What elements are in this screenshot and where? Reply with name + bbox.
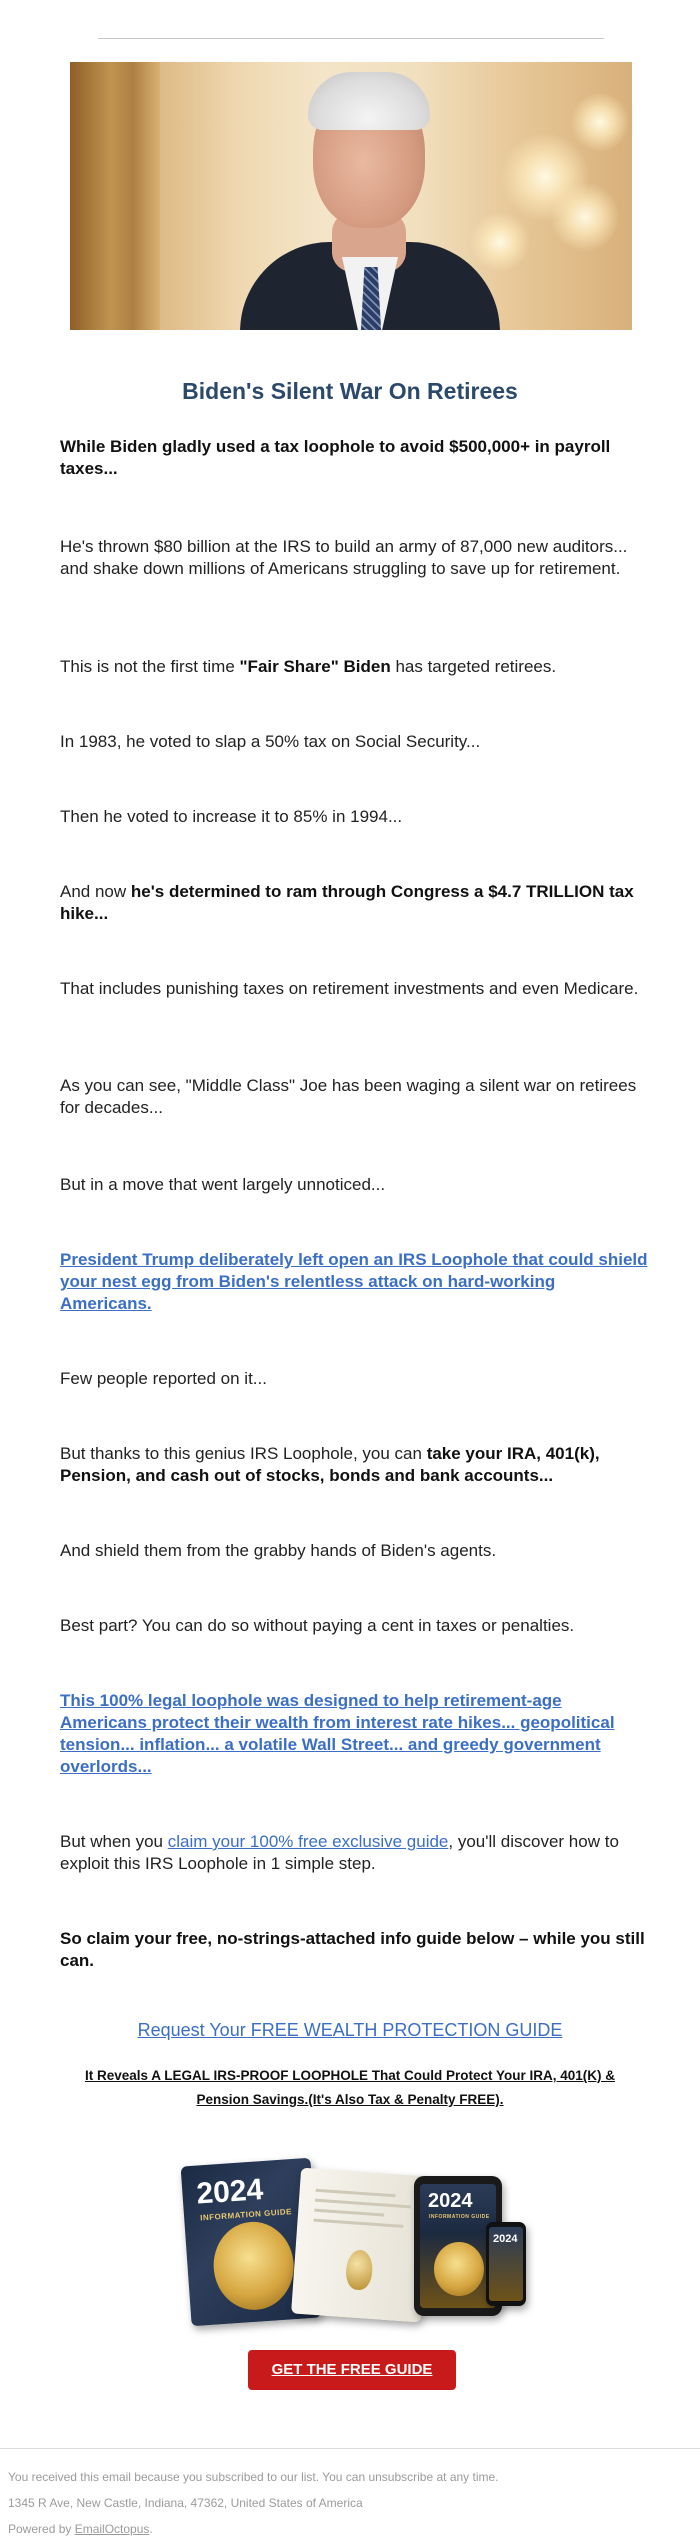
paragraph-9: But in a move that went largely unnoticed... <box>60 1175 386 1194</box>
tablet-tag-label: INFORMATION GUIDE <box>429 2214 490 2220</box>
emailoctopus-link[interactable]: EmailOctopus <box>74 2522 150 2536</box>
paragraph-16 <box>60 1831 650 1875</box>
top-divider <box>98 38 604 39</box>
text-line <box>315 2199 411 2209</box>
paragraph-12-part-a: But thanks to this genius IRS Loophole, you can <box>60 1444 427 1463</box>
curtain-decoration <box>70 62 160 330</box>
paragraph-2: He's thrown $80 billion at the IRS to build an army of 87,000 new auditors... and shake down millions of Americans struggling to save up for retirement. <box>60 537 628 578</box>
tablet-year-label: 2024 <box>428 2190 473 2212</box>
legal-loophole-link[interactable]: This 100% legal loophole was designed to help retirement-age Americans protect their wealth from interest rate hikes... geopolitical tension... inflation... a volatile Wall Street... and greedy government overlords... <box>60 1691 615 1776</box>
footer-powered-by <box>8 2522 153 2536</box>
paragraph-16-part-c: , you'll discover how to exploit this IRS Loophole in 1 simple step. <box>60 1832 619 1873</box>
paragraph-3 <box>60 656 650 678</box>
gold-coin-icon <box>211 2219 297 2312</box>
paragraph-6 <box>60 881 650 925</box>
guide-phone <box>486 2222 526 2306</box>
paragraph-15 <box>60 1690 650 1778</box>
book-tag-label: INFORMATION GUIDE <box>199 2207 293 2223</box>
paragraph-12-bold: take your IRA, 401(k), Pension, and cash out of stocks, bonds and bank accounts... <box>60 1444 600 1485</box>
gold-coin-icon <box>434 2242 484 2296</box>
guide-description-link[interactable]: It Reveals A LEGAL IRS-PROOF LOOPHOLE That Could Protect Your IRA, 401(K) & Pension Savings.(It's Also Tax & Penalty FREE). <box>84 2068 616 2107</box>
paragraph-3-part-c: has targeted retirees. <box>390 657 557 676</box>
gold-bulb-icon <box>345 2249 374 2291</box>
footer-address: 1345 R Ave, New Castle, Indiana, 47362, United States of America <box>8 2496 363 2510</box>
phone-screen <box>489 2227 523 2301</box>
chandelier-light <box>570 92 630 152</box>
paragraph-3-part-a: This is not the first time <box>60 657 240 676</box>
paragraph-10 <box>60 1249 650 1315</box>
paragraph-17: So claim your free, no-strings-attached info guide below – while you still can. <box>60 1929 645 1970</box>
trump-loophole-link[interactable]: President Trump deliberately left open an IRS Loophole that could shield your nest egg from Biden's relentless attack on hard-working Americans. <box>60 1250 648 1313</box>
powered-by-prefix: Powered by <box>8 2522 75 2536</box>
text-line <box>314 2219 404 2228</box>
text-line <box>314 2209 384 2217</box>
powered-by-suffix: . <box>149 2522 153 2536</box>
paragraph-7: That includes punishing taxes on retirement investments and even Medicare. <box>60 979 639 998</box>
paragraph-6-part-a: And now <box>60 882 131 901</box>
paragraph-6-bold: he's determined to ram through Congress a $4.7 TRILLION tax hike... <box>60 882 634 923</box>
chandelier-light <box>550 182 620 252</box>
footer-divider <box>0 2448 700 2449</box>
paragraph-13: And shield them from the grabby hands of Biden's agents. <box>60 1541 497 1560</box>
paragraph-14: Best part? You can do so without paying a cent in taxes or penalties. <box>60 1616 575 1635</box>
guide-product-image[interactable] <box>168 2150 532 2328</box>
paragraph-16-part-a: But when you <box>60 1832 168 1851</box>
request-guide-link[interactable]: Request Your FREE WEALTH PROTECTION GUIDE <box>137 2020 563 2040</box>
get-free-guide-button[interactable]: GET THE FREE GUIDE <box>248 2350 456 2390</box>
paragraph-4: In 1983, he voted to slap a 50% tax on Social Security... <box>60 732 481 751</box>
guide-open-pages <box>291 2168 431 2323</box>
phone-year-label: 2024 <box>493 2233 518 2245</box>
paragraph-1: While Biden gladly used a tax loophole to avoid $500,000+ in payroll taxes... <box>60 437 611 478</box>
book-year-label: 2024 <box>195 2173 265 2211</box>
footer-notice: You received this email because you subscribed to our list. You can unsubscribe at any time. <box>8 2470 499 2484</box>
paragraph-3-bold: "Fair Share" Biden <box>239 657 391 676</box>
portrait-hair <box>308 72 430 130</box>
paragraph-8: As you can see, "Middle Class" Joe has been waging a silent war on retirees for decades... <box>60 1076 637 1117</box>
tablet-screen <box>420 2184 496 2308</box>
paragraph-11: Few people reported on it... <box>60 1369 267 1388</box>
paragraph-5: Then he voted to increase it to 85% in 1994... <box>60 807 403 826</box>
chandelier-light <box>470 212 530 272</box>
hero-image <box>70 62 632 330</box>
claim-guide-link[interactable]: claim your 100% free exclusive guide <box>167 1832 449 1851</box>
email-title: Biden's Silent War On Retirees <box>182 378 518 404</box>
text-line <box>316 2189 396 2198</box>
paragraph-12 <box>60 1443 650 1487</box>
